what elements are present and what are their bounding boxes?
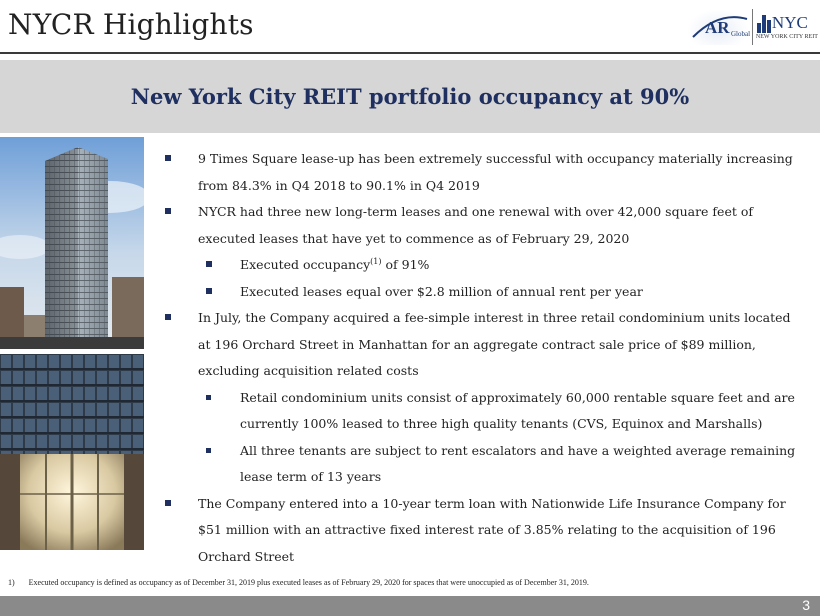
list-item	[165, 252, 805, 279]
bullet-text: The Company entered into a 10-year term loan with Nationwide Life Insurance Company for $51 million with an attractive fixed interest rate of 3.85% relating to the acquisition of 196 Orchard Street	[198, 495, 786, 564]
bullet-square-icon	[206, 448, 211, 453]
bullet-text: NYCR had three new long-term leases and one renewal with over 42,000 square feet of executed leases that have yet to commence as of February 29, 2020	[198, 204, 753, 246]
list-item	[165, 305, 805, 385]
list-item	[165, 438, 805, 491]
bullet-text: In July, the Company acquired a fee-simple interest in three retail condominium units located at 196 Orchard Street in Manhattan for an aggregate contract sale price of $89 million, excluding acquisition related costs	[198, 310, 791, 378]
footnote-text: Executed occupancy is defined as occupancy as of December 31, 2019 plus executed leases as of February 29, 2020 for spaces that were unoccupied as of December 31, 2019.	[28, 578, 589, 587]
page-number: 3	[802, 597, 810, 613]
list-item	[165, 491, 805, 571]
bullet-text-pre: Executed occupancy	[240, 257, 371, 272]
list-item	[165, 279, 805, 306]
bullet-square-icon	[165, 500, 171, 506]
bullet-square-icon	[206, 261, 212, 267]
list-item	[165, 385, 805, 438]
bullet-text-post: of 91%	[381, 257, 430, 272]
bullet-square-icon	[165, 314, 171, 320]
page-title: NYCR Highlights	[8, 8, 254, 41]
bullet-text: 9 Times Square lease-up has been extremely successful with occupancy materially increasing from 84.3% in Q4 2018 to 90.1% in Q4 2019	[198, 151, 793, 193]
footer-bar	[0, 596, 820, 616]
nyc-logo-text: NYC	[771, 13, 808, 32]
nyc-logo-subtext: NEW YORK CITY REIT	[755, 34, 818, 40]
bullet-square-icon	[206, 288, 212, 294]
bullet-text: All three tenants are subject to rent escalators and have a weighted average remaining lease term of 13 years	[240, 442, 796, 484]
footnote-number: 1)	[8, 578, 15, 587]
bullet-list	[165, 146, 805, 570]
building-photo-tower	[0, 137, 144, 349]
list-item	[165, 199, 805, 252]
logo-group	[687, 9, 818, 45]
bullet-text: Retail condominium units consist of approximately 60,000 rentable square feet and are currently 100% leased to three high quality tenants (CVS, Equinox and Marshalls)	[240, 389, 795, 431]
ar-global-logo	[687, 9, 749, 45]
headline-text: New York City REIT portfolio occupancy at 90%	[130, 84, 690, 109]
bullet-square-icon	[165, 208, 171, 214]
bullet-text: Executed leases equal over $2.8 million of annual rent per year	[240, 283, 643, 299]
nyc-reit-logo	[755, 9, 818, 45]
list-item	[165, 146, 805, 199]
bullet-square-icon	[206, 395, 211, 400]
building-photo-entrance	[0, 354, 144, 550]
ar-logo-text: AR	[705, 18, 730, 37]
logo-divider	[752, 9, 753, 45]
headline-banner	[0, 60, 820, 133]
footnote	[8, 578, 589, 587]
ar-logo-subtext: Global	[731, 30, 751, 38]
footnote-ref: (1)	[370, 256, 382, 266]
title-divider	[0, 52, 820, 54]
bullet-square-icon	[165, 155, 171, 161]
